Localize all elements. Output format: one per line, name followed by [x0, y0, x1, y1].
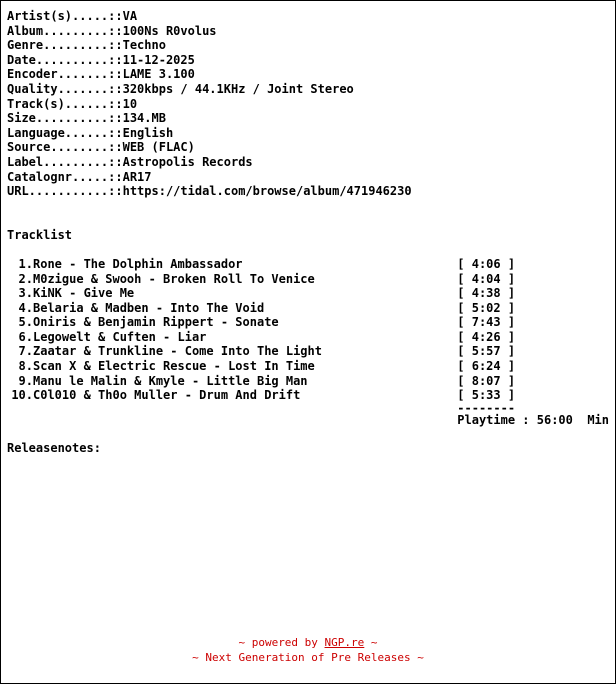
- section-spacer: [7, 199, 609, 228]
- info-label-tracks: Track(s)......::: [7, 96, 123, 111]
- playtime-row: [7, 413, 609, 428]
- track-title: C0l010 & Th0o Muller - Drum And Drift: [33, 388, 301, 403]
- info-value-language: English: [122, 125, 174, 140]
- track-title: Legowelt & Cuften - Liar: [33, 329, 207, 344]
- info-row-tracks: [7, 97, 412, 112]
- track-title: M0zigue & Swooh - Broken Roll To Venice: [33, 271, 315, 286]
- table-row: [7, 272, 609, 287]
- info-label-quality: Quality.......::: [7, 81, 123, 96]
- info-label-size: Size..........::: [7, 111, 123, 126]
- info-value-artist: VA: [122, 9, 138, 23]
- info-value-size: 134.MB: [122, 111, 166, 126]
- info-value-catalognr: AR17: [122, 169, 152, 184]
- track-duration: [ 7:43 ]: [457, 315, 516, 330]
- footer: [1, 635, 615, 665]
- info-row-catalognr: [7, 170, 412, 185]
- info-value-tracks: 10: [122, 96, 138, 111]
- info-label-artist: Artist(s).....::: [7, 9, 123, 23]
- info-label-genre: Genre.........::: [7, 38, 123, 53]
- info-row-encoder: [7, 67, 412, 82]
- info-label-source: Source........::: [7, 140, 123, 155]
- footer-line-tagline: ~ Next Generation of Pre Releases ~: [192, 651, 424, 664]
- info-row-language: [7, 126, 412, 141]
- track-duration: [ 4:06 ]: [457, 256, 516, 271]
- track-number: 6.: [18, 329, 33, 344]
- track-duration: [ 4:26 ]: [457, 329, 516, 344]
- divider-spacer-mid: [33, 403, 457, 413]
- info-value-date: 11-12-2025: [122, 52, 195, 67]
- info-row-source: [7, 140, 412, 155]
- tracklist-table: [7, 257, 609, 428]
- footer-suffix: ~: [364, 636, 378, 649]
- track-duration: [ 5:33 ]: [457, 388, 516, 403]
- track-duration: [ 8:07 ]: [457, 373, 516, 388]
- release-info-table: [7, 9, 412, 199]
- track-duration: [ 6:24 ]: [457, 359, 516, 374]
- info-value-url[interactable]: https://tidal.com/browse/album/471946230: [122, 184, 412, 199]
- info-value-source: WEB (FLAC): [122, 140, 195, 155]
- table-row: [7, 286, 609, 301]
- track-title: Oniris & Benjamin Rippert - Sonate: [33, 315, 279, 330]
- info-row-url: [7, 184, 412, 199]
- info-value-label: Astropolis Records: [122, 154, 253, 169]
- info-row-album: [7, 24, 412, 39]
- info-label-date: Date..........::: [7, 52, 123, 67]
- track-number: 4.: [18, 300, 33, 315]
- table-row: [7, 257, 609, 272]
- info-label-url: URL...........::: [7, 184, 123, 199]
- divider-spacer-left: [7, 403, 33, 413]
- track-title: Rone - The Dolphin Ambassador: [33, 256, 243, 271]
- info-row-date: [7, 53, 412, 68]
- track-number: 7.: [18, 344, 33, 359]
- table-row: [7, 301, 609, 316]
- track-title: Zaatar & Trunkline - Come Into The Light: [33, 344, 322, 359]
- info-label-album: Album.........::: [7, 23, 123, 38]
- track-number: 1.: [18, 256, 33, 271]
- footer-prefix: ~ powered by: [238, 636, 325, 649]
- track-title: Manu le Malin & Kmyle - Little Big Man: [33, 373, 308, 388]
- track-number: 2.: [18, 271, 33, 286]
- nfo-document: [1, 1, 615, 683]
- info-value-album: 100Ns R0volus: [122, 23, 217, 38]
- info-row-genre: [7, 38, 412, 53]
- releasenotes-heading: Releasenotes:: [7, 441, 101, 456]
- table-row: [7, 359, 609, 374]
- footer-line-powered-by: [1, 635, 615, 650]
- track-number: 8.: [18, 359, 33, 374]
- info-label-encoder: Encoder.......::: [7, 67, 123, 82]
- info-label-label: Label.........::: [7, 154, 123, 169]
- info-value-encoder: LAME 3.100: [122, 67, 195, 82]
- track-duration: [ 4:04 ]: [457, 271, 516, 286]
- track-number: 9.: [18, 373, 33, 388]
- track-number: 10.: [11, 388, 33, 403]
- info-value-genre: Techno: [122, 38, 166, 53]
- info-row-artist: [7, 9, 412, 24]
- info-value-quality: 320kbps / 44.1KHz / Joint Stereo: [122, 81, 354, 96]
- info-row-quality: [7, 82, 412, 97]
- table-row: [7, 374, 609, 389]
- table-row: [7, 330, 609, 345]
- tracklist-heading: Tracklist: [7, 227, 73, 242]
- ngp-link[interactable]: NGP.re: [324, 636, 365, 649]
- playtime-value: 56:00 Min: [536, 412, 609, 427]
- tracklist-gap: [7, 242, 609, 257]
- track-duration: [ 5:02 ]: [457, 300, 516, 315]
- track-duration: [ 4:38 ]: [457, 286, 516, 301]
- table-row: [7, 315, 609, 330]
- playtime-divider-row: [7, 403, 609, 413]
- table-row: [7, 388, 609, 403]
- playtime-total: [457, 413, 609, 428]
- track-title: Belaria & Madben - Into The Void: [33, 300, 265, 315]
- track-duration: [ 5:57 ]: [457, 344, 516, 359]
- table-row: [7, 344, 609, 359]
- playtime-spacer-left: [7, 413, 33, 428]
- playtime-spacer-mid: [33, 413, 457, 428]
- track-title: Scan X & Electric Rescue - Lost In Time: [33, 359, 315, 374]
- track-title: KiNK - Give Me: [33, 286, 135, 301]
- playtime-divider: --------: [457, 400, 516, 415]
- track-number: 5.: [18, 315, 33, 330]
- track-number: 3.: [18, 286, 33, 301]
- info-row-label: [7, 155, 412, 170]
- info-row-size: [7, 111, 412, 126]
- playtime-label: Playtime :: [457, 412, 530, 427]
- info-label-language: Language......::: [7, 125, 123, 140]
- info-label-catalognr: Catalognr.....::: [7, 169, 123, 184]
